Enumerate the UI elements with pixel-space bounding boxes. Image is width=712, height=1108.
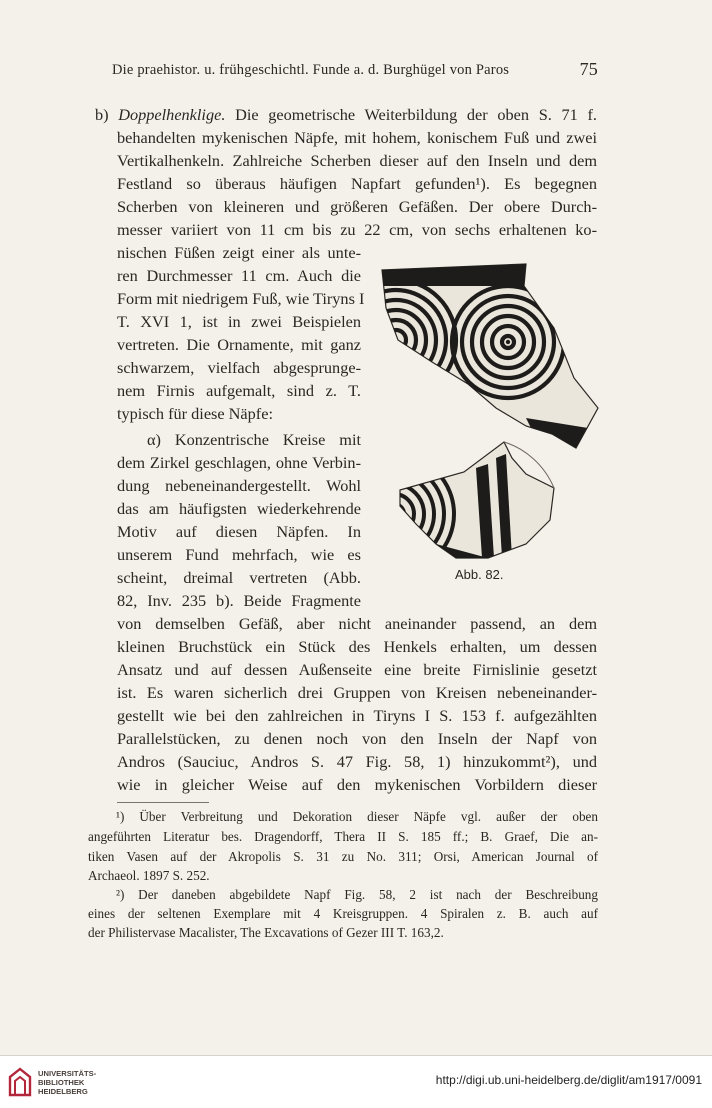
large-sherd (376, 258, 600, 458)
body-line (95, 103, 597, 126)
footnote-line: der Philistervase Macalister, The Excavations of Gezer III T. 163,2. (88, 925, 444, 940)
body-line: behandelten mykenischen Näpfe, mit hohem, konischem Fuß und zwei (117, 128, 597, 147)
body-line: dem Zirkel geschlagen, ohne Verbin- (117, 453, 361, 472)
body-line: ist. Es waren sicherlich drei Gruppen von Kreisen nebeneinander- (117, 683, 597, 702)
body-line: Parallelstücken, zu denen noch von den Inseln der Napf von (117, 729, 597, 748)
body-line: kleinen Bruchstück ein Stück des Henkels erhalten, um dessen (117, 637, 597, 656)
body-line: typisch für diese Näpfe: (117, 404, 273, 423)
permalink-link[interactable]: http://digi.ub.uni-heidelberg.de/diglit/am1917/0091 (435, 1073, 702, 1087)
footnote-line: ¹) Über Verbreitung und Dekoration dieser Näpfe vgl. außer der oben (116, 809, 598, 824)
body-line: Motiv auf diesen Näpfen. In (117, 522, 361, 541)
footnote-rule (117, 802, 209, 803)
body-line: Scherben von kleineren und größeren Gefäßen. Der obere Durch- (117, 197, 597, 216)
library-logo-icon (8, 1067, 32, 1097)
page-number: 75 (579, 59, 598, 79)
body-line: nem Firnis aufgemalt, sind z. T. (117, 381, 361, 400)
body-line: nischen Füßen zeigt einer als unte- (117, 243, 361, 262)
footnote-line: tiken Vasen auf der Akropolis S. 31 zu No. 311; Orsi, American Journal of (88, 849, 598, 864)
small-sherd (376, 442, 554, 574)
footnote-line: Archaeol. 1897 S. 252. (88, 868, 210, 883)
viewer-footer (0, 1055, 712, 1108)
body-line: vertreten. Die Ornamente, mit ganz (117, 335, 361, 354)
body-line: 82, Inv. 235 b). Beide Fragmente (117, 591, 361, 610)
body-line: messer variiert von 11 cm bis zu 22 cm, von sechs erhaltenen ko- (117, 220, 597, 239)
footnote-line: ²) Der daneben abgebildete Napf Fig. 58, 2 ist nach der Beschreibung (116, 887, 598, 902)
figure-caption: Abb. 82. (455, 567, 504, 582)
body-line: unserem Fund mehrfach, wie es (117, 545, 361, 564)
body-line: dung nebeneinandergestellt. Wohl (117, 476, 361, 495)
body-line: ren Durchmesser 11 cm. Auch die (117, 266, 361, 285)
body-line: von demselben Gefäß, aber nicht aneinander passend, an dem (117, 614, 597, 633)
running-head (112, 60, 598, 84)
section-label: b) (95, 105, 109, 124)
body-line: wie in gleicher Weise auf den mykenischen Vorbildern dieser (117, 775, 597, 794)
body-line: gestellt wie bei den zahlreichen in Tiryns I S. 153 f. aufgezählten (117, 706, 597, 725)
body-line: Festland so überaus häufigen Napfart gefunden¹). Es begegnen (117, 174, 597, 193)
body-line: Ansatz und auf dessen Außenseite eine breite Firnislinie gesetzt (117, 660, 597, 679)
body-line: scheint, dreimal vertreten (Abb. (117, 568, 361, 587)
section-heading: Doppelhenklige. (118, 105, 226, 124)
body-line: T. XVI 1, ist in zwei Beispielen (117, 312, 361, 331)
body-line: Andros (Sauciuc, Andros S. 47 Fig. 58, 1) hinzukommt²), und (117, 752, 597, 771)
library-name: UNIVERSITÄTS- BIBLIOTHEK HEIDELBERG (38, 1069, 97, 1096)
pottery-fragments-figure (376, 258, 600, 588)
body-line: Form mit niedrigem Fuß, wie Tiryns I (117, 289, 365, 308)
body-line: α) Konzentrische Kreise mit (147, 430, 361, 449)
body-line: schwarzem, vielfach abgesprunge- (117, 358, 361, 377)
body-line: das am häufigsten wiederkehrende (117, 499, 361, 518)
body-line: Vertikalhenkeln. Zahlreiche Scherben dieser auf den Inseln und dem (117, 151, 597, 170)
footnote-line: eines der seltenen Exemplare mit 4 Kreisgruppen. 4 Spiralen z. B. auch auf (88, 906, 598, 921)
running-title: Die praehistor. u. frühgeschichtl. Funde a. d. Burghügel von Paros (112, 62, 510, 78)
body-line-text: Die geometrische Weiterbildung der oben S. 71 f. (235, 105, 597, 124)
footnote-line: angeführten Literatur bes. Dragendorff, Thera II S. 185 ff.; B. Graef, Die an- (88, 829, 598, 844)
